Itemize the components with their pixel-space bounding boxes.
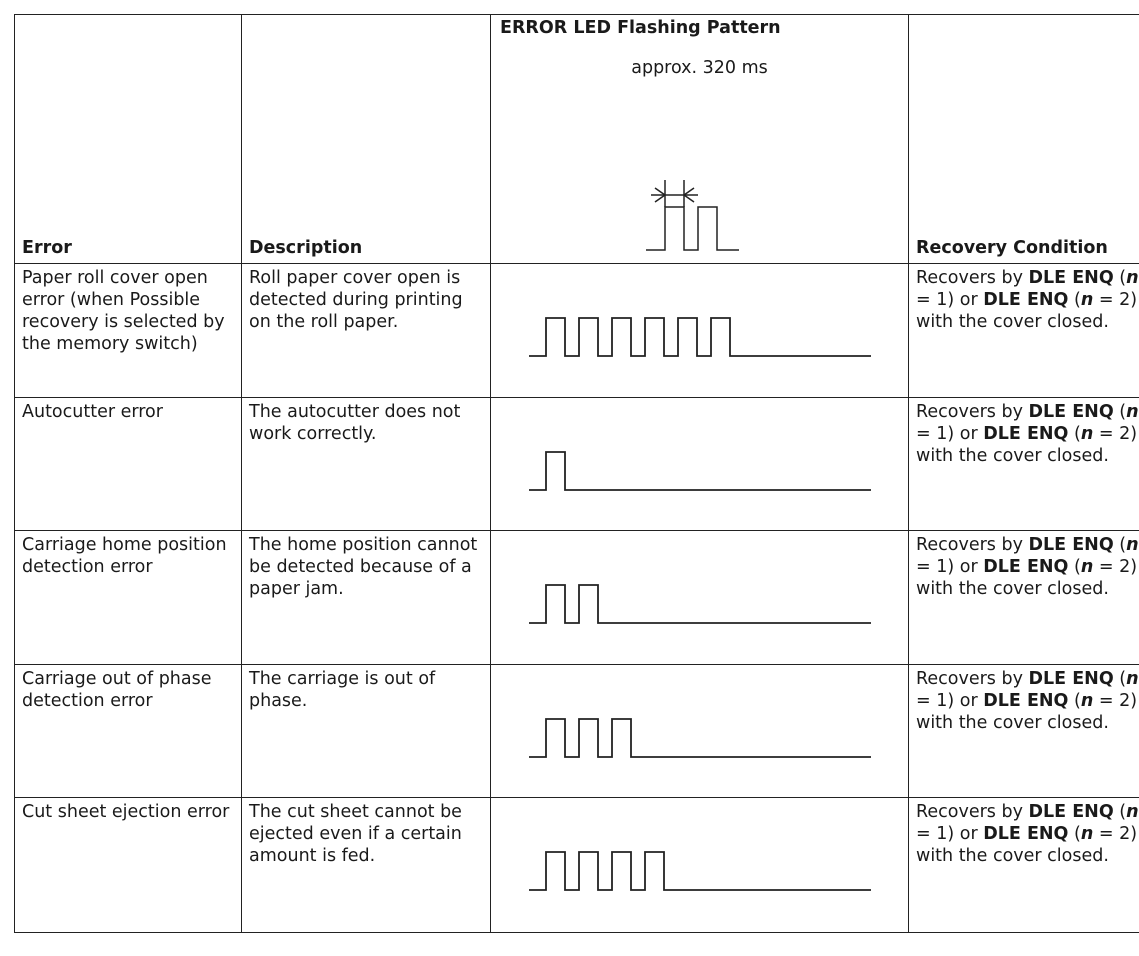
row-recovery (909, 398, 1139, 531)
led-waveform-line (529, 452, 871, 490)
recovery-command: DLE ENQ (1028, 268, 1114, 288)
led-waveform-line (529, 585, 871, 623)
header-description (242, 15, 491, 264)
recovery-text: ( (1068, 290, 1081, 310)
recovery-text: ( (1113, 535, 1127, 555)
recovery-param: n (1080, 290, 1094, 310)
recovery-text: = 2) with the cover closed. (916, 290, 1138, 332)
recovery-text: Recovers by (916, 268, 1029, 288)
row-error: Cut sheet ejection error (15, 798, 242, 933)
recovery-command: DLE ENQ (1028, 669, 1114, 689)
pattern-note: approx. 320 ms (631, 58, 768, 78)
recovery-text: = 1) or (916, 824, 984, 844)
recovery-command: DLE ENQ (983, 824, 1069, 844)
recovery-command: DLE ENQ (983, 691, 1069, 711)
recovery-text: Recovers by (916, 802, 1029, 822)
header-recovery-label: Recovery Condition (916, 238, 1108, 258)
header-error (15, 15, 242, 264)
recovery-text: = 1) or (916, 691, 984, 711)
recovery-text: Recovers by (916, 402, 1029, 422)
recovery-text: = 2) with the cover closed. (916, 824, 1138, 866)
row-recovery (909, 798, 1139, 933)
row-description: The cut sheet cannot be ejected even if a certain amount is fed. (242, 798, 491, 933)
header-recovery (909, 15, 1139, 264)
recovery-param: n (1080, 824, 1094, 844)
recovery-param: n (1080, 691, 1094, 711)
recovery-command: DLE ENQ (983, 557, 1069, 577)
table-row (15, 798, 1139, 933)
row-recovery (909, 665, 1139, 798)
recovery-param: n (1080, 424, 1094, 444)
recovery-text: ( (1113, 402, 1127, 422)
error-table (14, 14, 1139, 933)
led-pattern-waveform (491, 531, 909, 661)
recovery-text: = 1) or (916, 290, 984, 310)
recovery-text: = 1) or (916, 557, 984, 577)
pattern-legend-diagram (491, 15, 909, 263)
recovery-param: n (1080, 557, 1094, 577)
recovery-text: ( (1068, 557, 1081, 577)
led-pattern-waveform (491, 264, 909, 394)
recovery-text: = 2) with the cover closed. (916, 691, 1138, 733)
row-error: Paper roll cover open error (when Possible recovery is selected by the memory switch) (15, 264, 242, 398)
row-recovery (909, 264, 1139, 398)
recovery-text: ( (1068, 824, 1081, 844)
row-pattern (491, 531, 909, 665)
row-recovery (909, 531, 1139, 665)
recovery-text: = 1) or (916, 424, 984, 444)
row-error: Carriage home position detection error (15, 531, 242, 665)
recovery-text: = 2) with the cover closed. (916, 424, 1138, 466)
recovery-text: Recovers by (916, 669, 1029, 689)
header-pattern (491, 15, 909, 264)
table-row (15, 665, 1139, 798)
recovery-param: n (1126, 268, 1139, 288)
header-description-label: Description (249, 238, 363, 258)
row-description: The autocutter does not work correctly. (242, 398, 491, 531)
table-row (15, 264, 1139, 398)
led-waveform-line (529, 318, 871, 356)
recovery-command: DLE ENQ (1028, 802, 1114, 822)
recovery-text: ( (1068, 691, 1081, 711)
row-description: Roll paper cover open is detected during printing on the roll paper. (242, 264, 491, 398)
recovery-command: DLE ENQ (1028, 535, 1114, 555)
recovery-text: ( (1113, 802, 1127, 822)
recovery-text: ( (1113, 669, 1127, 689)
led-pattern-waveform (491, 798, 909, 929)
row-pattern (491, 665, 909, 798)
row-pattern (491, 798, 909, 933)
recovery-param: n (1126, 402, 1139, 422)
recovery-command: DLE ENQ (983, 290, 1069, 310)
table-row (15, 531, 1139, 665)
led-pattern-waveform (491, 398, 909, 527)
row-description: The carriage is out of phase. (242, 665, 491, 798)
led-waveform-line (529, 852, 871, 890)
row-pattern (491, 398, 909, 531)
table-row (15, 398, 1139, 531)
recovery-param: n (1126, 535, 1139, 555)
recovery-command: DLE ENQ (983, 424, 1069, 444)
recovery-text: Recovers by (916, 535, 1029, 555)
row-error: Autocutter error (15, 398, 242, 531)
recovery-text: ( (1068, 424, 1081, 444)
header-row (15, 15, 1139, 264)
pattern-title: ERROR LED Flashing Pattern (500, 18, 781, 38)
recovery-param: n (1126, 802, 1139, 822)
row-description: The home position cannot be detected because of a paper jam. (242, 531, 491, 665)
recovery-command: DLE ENQ (1028, 402, 1114, 422)
led-waveform-line (529, 719, 871, 757)
row-pattern (491, 264, 909, 398)
led-pattern-waveform (491, 665, 909, 794)
header-error-label: Error (22, 238, 72, 258)
row-error: Carriage out of phase detection error (15, 665, 242, 798)
recovery-param: n (1126, 669, 1139, 689)
recovery-text: ( (1113, 268, 1127, 288)
recovery-text: = 2) with the cover closed. (916, 557, 1138, 599)
